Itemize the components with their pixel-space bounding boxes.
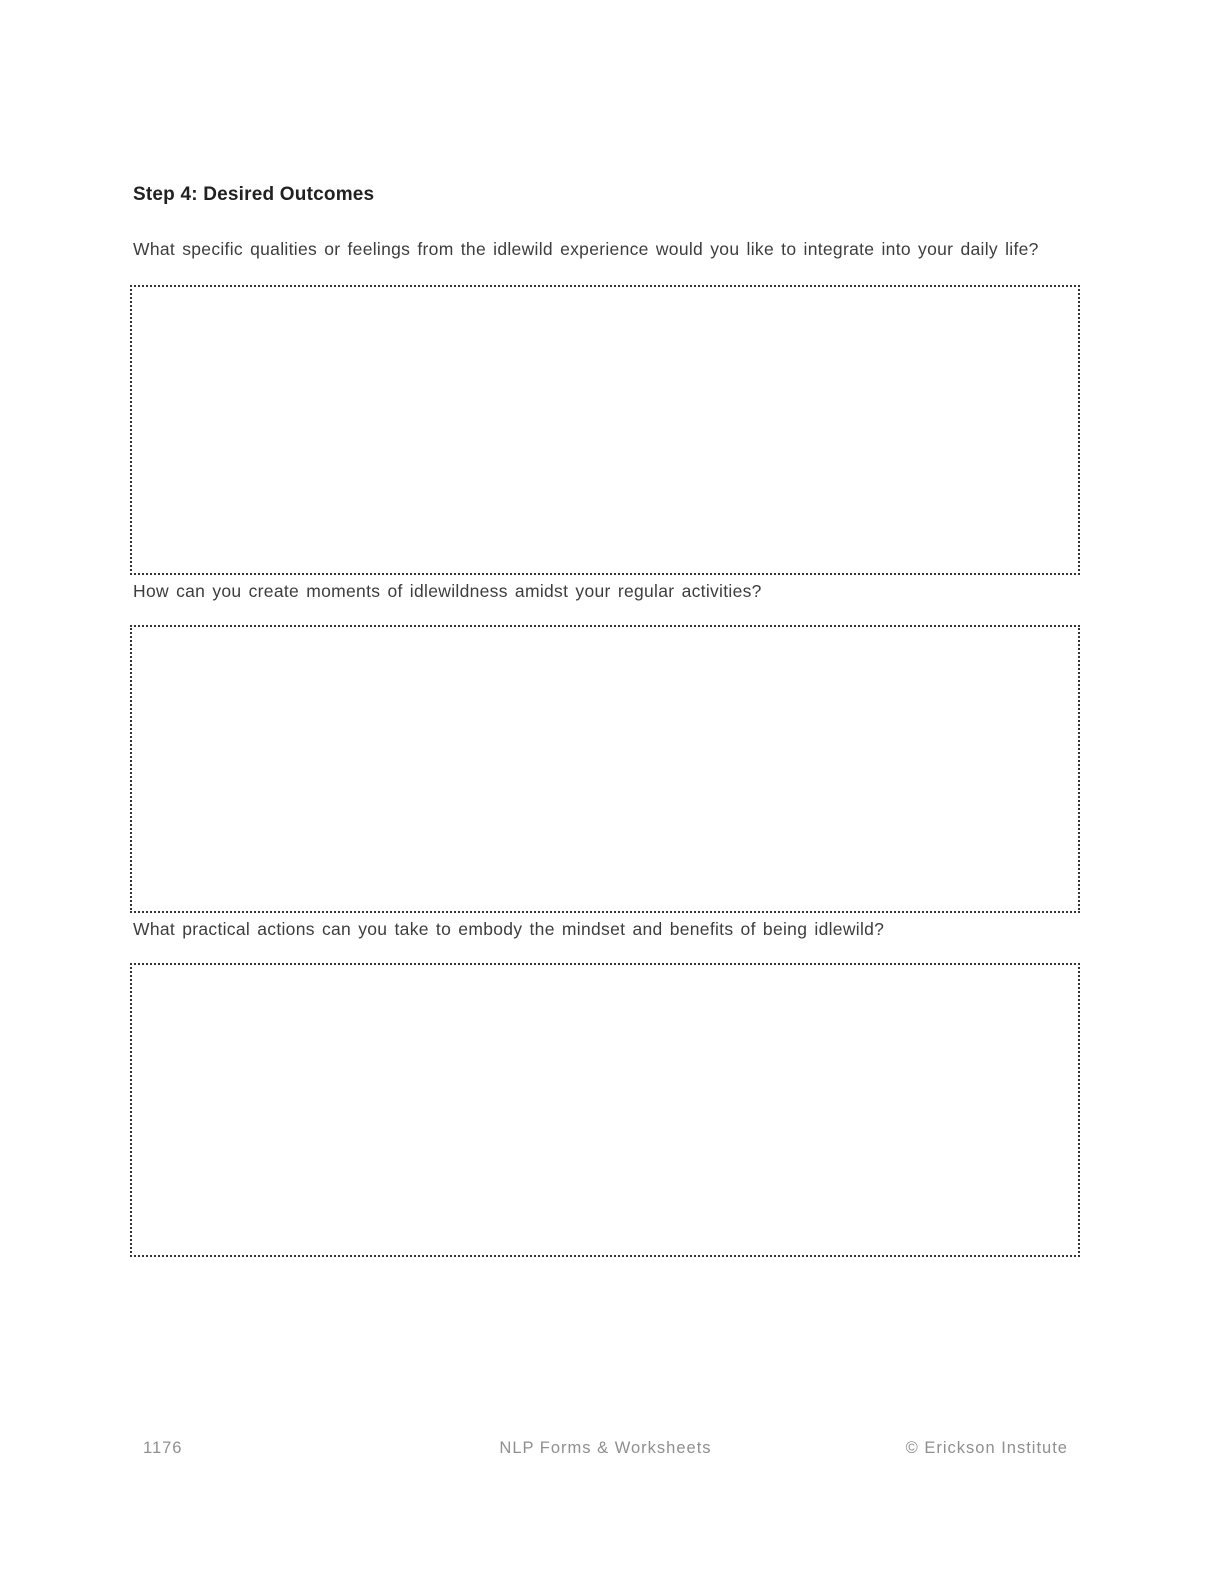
footer-copyright: © Erickson Institute: [905, 1439, 1068, 1457]
page-footer: [143, 1438, 1068, 1458]
answer-box-2[interactable]: [130, 625, 1080, 913]
step-heading: Step 4: Desired Outcomes: [133, 184, 375, 205]
question-3-label: What practical actions can you take to embody the mindset and benefits of being idlewild?: [133, 919, 885, 939]
question-1-label: What specific qualities or feelings from the idlewild experience would you like to integrate into your daily life?: [133, 239, 1039, 259]
page-content: [130, 0, 1080, 1257]
footer-title: NLP Forms & Worksheets: [499, 1439, 712, 1457]
answer-box-3[interactable]: [130, 963, 1080, 1257]
footer-page-number: 1176: [143, 1439, 183, 1457]
answer-box-1[interactable]: [130, 285, 1080, 575]
question-2-label: How can you create moments of idlewildness amidst your regular activities?: [133, 581, 762, 601]
